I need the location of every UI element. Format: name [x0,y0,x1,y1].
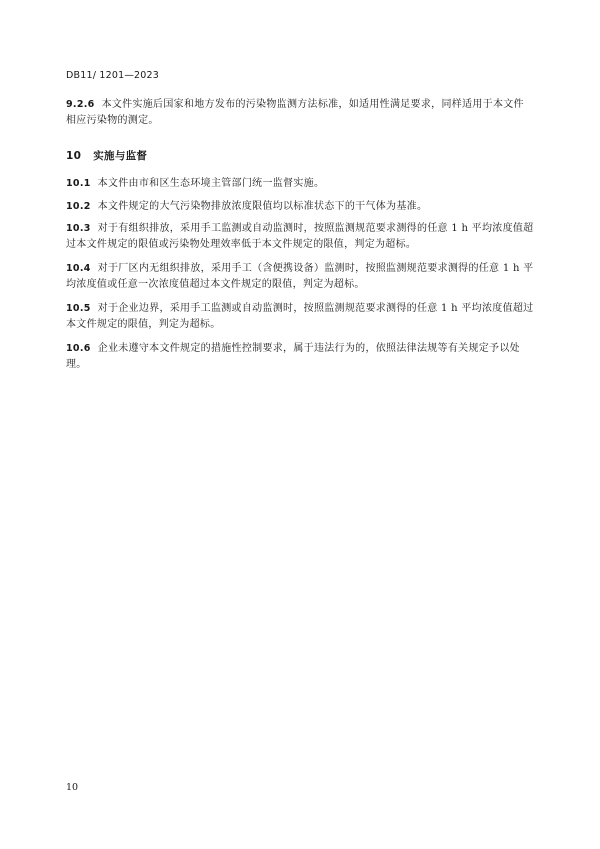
clause-10-2 [66,199,534,215]
clause-number: 9.2.6 [66,99,95,110]
section-number: 10 [66,150,82,162]
section-title: 实施与监督 [93,150,148,162]
clause-number: 10.2 [66,201,91,212]
clause-text: 对于企业边界，采用手工监测或自动监测时，按照监测规范要求测得的任意 1 h 平均浓度值超过本文件规定的限值，判定为超标。 [66,303,534,330]
clause-9-2-6 [66,97,534,129]
clause-10-1 [66,176,534,192]
clause-number: 10.1 [66,178,91,189]
clause-number: 10.5 [66,303,91,314]
clause-text: 企业未遵守本文件规定的措施性控制要求，属于违法行为的，依照法律法规等有关规定予以处理。 [66,343,520,370]
clause-10-3 [66,221,534,253]
clause-10-5 [66,301,534,333]
section-heading [66,148,147,163]
clause-10-6 [66,341,534,373]
document-id: DB11/ 1201—2023 [66,70,159,81]
clause-number: 10.4 [66,263,91,274]
clause-number: 10.3 [66,223,91,234]
clause-10-4 [66,261,534,293]
clause-text: 本文件实施后国家和地方发布的污染物监测方法标准，如适用性满足要求，同样适用于本文件相应污染物的测定。 [66,99,524,126]
clause-text: 本文件由市和区生态环境主管部门统一监督实施。 [97,178,325,189]
page-number: 10 [66,782,79,793]
clause-number: 10.6 [66,343,91,354]
clause-text: 对于厂区内无组织排放，采用手工（含便携设备）监测时，按照监测规范要求测得的任意 1 h 平均浓度值或任意一次浓度值超过本文件规定的限值，判定为超标。 [66,263,534,290]
clause-text: 对于有组织排放，采用手工监测或自动监测时，按照监测规范要求测得的任意 1 h 平均浓度值超过本文件规定的限值或污染物处理效率低于本文件规定的限值，判定为超标。 [66,223,534,250]
clause-text: 本文件规定的大气污染物排放浓度限值均以标准状态下的干气体为基准。 [97,201,428,212]
